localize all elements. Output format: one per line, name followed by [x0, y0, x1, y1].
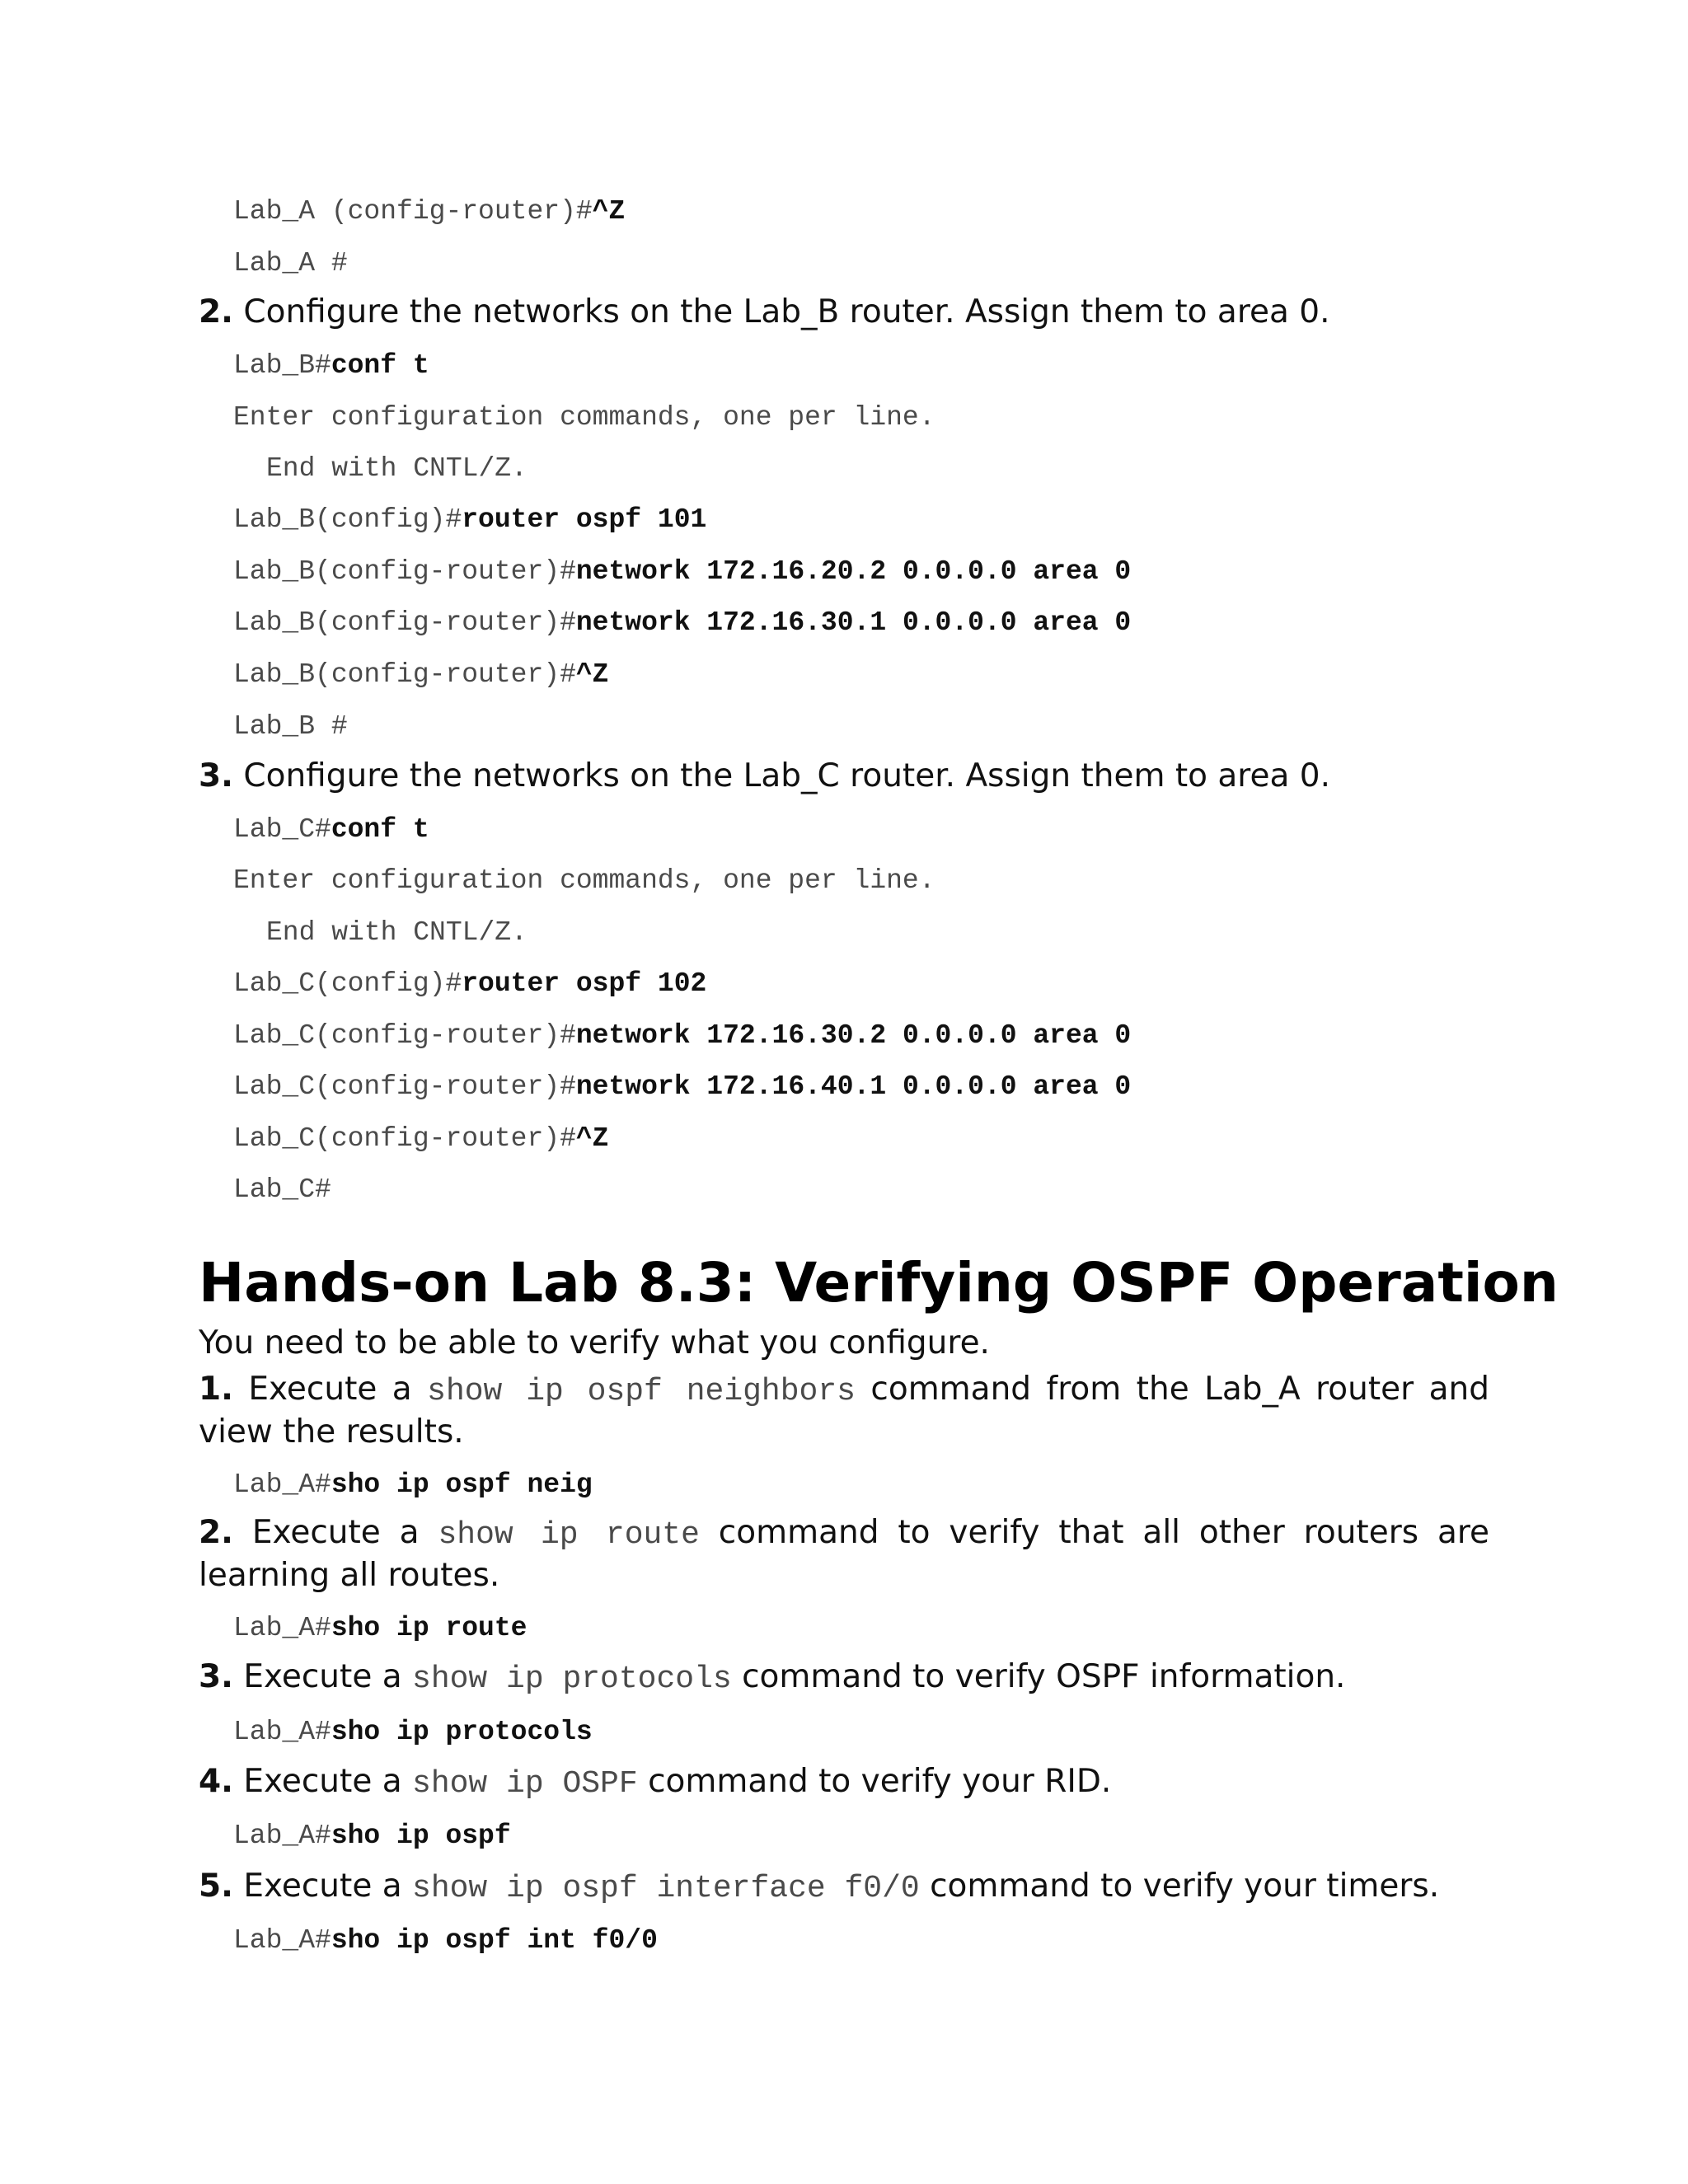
verify-step: 3. Execute a show ip protocols command to verify OSPF information. — [199, 1658, 1346, 1697]
code-line: Lab_C(config-router)#^Z — [233, 1123, 609, 1154]
section-intro: You need to be able to verify what you configure. — [199, 1324, 990, 1361]
code-line: Lab_B(config-router)#network 172.16.30.1 0.0.0.0 area 0 — [233, 607, 1132, 638]
verify-step: 2. Execute a show ip route command to verify that all other routers are learning all routes. — [199, 1514, 1490, 1594]
step-lab-c: 3. Configure the networks on the Lab_C router. Assign them to area 0. — [199, 757, 1330, 794]
inline-command: show ip ospf interface f0/0 — [412, 1871, 920, 1906]
code-line: Lab_B(config-router)#^Z — [233, 659, 609, 690]
code-line: Lab_B(config-router)#network 172.16.20.2 0.0.0.0 area 0 — [233, 556, 1132, 587]
code-line: Lab_C(config)#router ospf 102 — [233, 968, 707, 999]
inline-command: show ip ospf neighbors — [427, 1374, 856, 1409]
code-line: Lab_A#sho ip ospf — [233, 1821, 511, 1851]
inline-command: show ip OSPF — [412, 1766, 638, 1802]
step-lab-b: 2. Configure the networks on the Lab_B router. Assign them to area 0. — [199, 293, 1330, 330]
verify-step: 5. Execute a show ip ospf interface f0/0 command to verify your timers. — [199, 1868, 1440, 1906]
code-line: Lab_C#conf t — [233, 814, 429, 845]
code-line: Lab_C(config-router)#network 172.16.30.2 0.0.0.0 area 0 — [233, 1020, 1132, 1051]
code-line: Lab_A#sho ip ospf neig — [233, 1469, 593, 1500]
verify-step: 4. Execute a show ip OSPF command to verify your RID. — [199, 1763, 1112, 1802]
code-line: Lab_A#sho ip route — [233, 1613, 528, 1643]
code-line: Enter configuration commands, one per line. — [233, 402, 935, 433]
code-line: Lab_C(config-router)#network 172.16.40.1 0.0.0.0 area 0 — [233, 1071, 1132, 1102]
code-line: Lab_C# — [233, 1174, 331, 1205]
code-line: Lab_A (config-router)#^Z — [233, 196, 626, 227]
verify-step: 1. Execute a show ip ospf neighbors command from the Lab_A router and view the results. — [199, 1371, 1490, 1451]
code-line: Enter configuration commands, one per line. — [233, 865, 935, 896]
code-line: Lab_A # — [233, 248, 348, 279]
code-line: Lab_B # — [233, 711, 348, 742]
code-line: Lab_A#sho ip ospf int f0/0 — [233, 1925, 658, 1956]
section-heading: Hands-on Lab 8.3: Verifying OSPF Operation — [199, 1251, 1559, 1315]
inline-command: show ip protocols — [412, 1661, 732, 1697]
inline-command: show ip route — [438, 1517, 700, 1553]
code-line: Lab_B(config)#router ospf 101 — [233, 504, 707, 535]
code-line: Lab_B#conf t — [233, 350, 429, 381]
code-line: End with CNTL/Z. — [266, 917, 528, 948]
code-line: Lab_A#sho ip protocols — [233, 1717, 593, 1747]
code-line: End with CNTL/Z. — [266, 453, 528, 484]
